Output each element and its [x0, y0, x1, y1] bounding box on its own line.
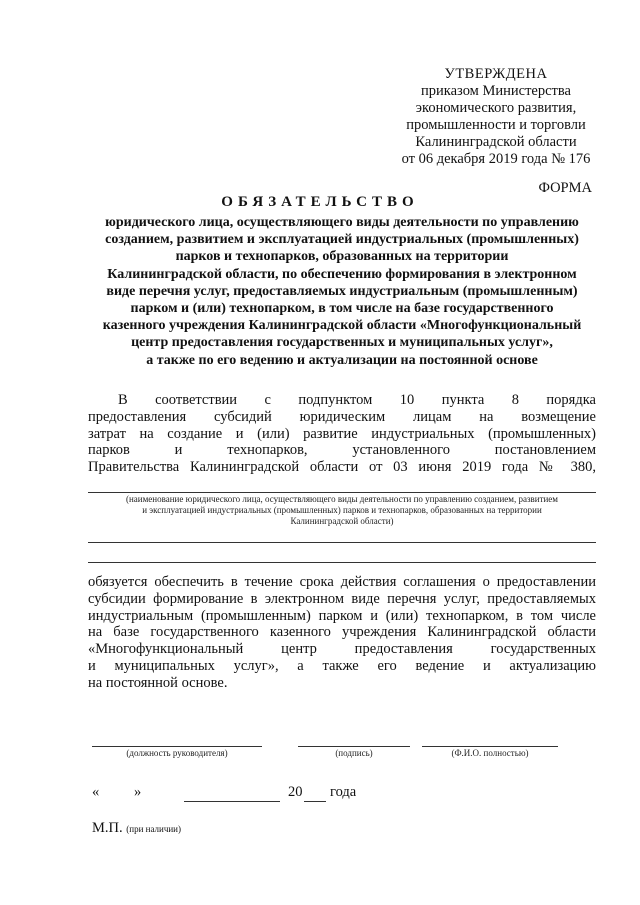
caption-line: и эксплуатацией индустриальных (промышленных) парков и технопарков, образованных на территории [142, 505, 542, 515]
blank-line [88, 562, 596, 563]
subtitle-line: парком и (или) технопарком, в том числе на базе государственного [130, 301, 554, 317]
date-open-quote: « [92, 784, 100, 800]
subtitle-line: созданием, развитием и эксплуатацией индустриальных (промышленных) [105, 232, 579, 248]
paragraph-line: и муниципальных услуг», а также его ведение и актуализацию [88, 657, 596, 674]
paragraph-line: на базе государственного казенного учреждения Калининградской области [88, 624, 596, 641]
stamp-place [92, 820, 181, 837]
caption-line: Калининградской области) [290, 516, 394, 526]
approval-line: приказом Министерства [421, 83, 571, 99]
paragraph-line: Правительства Калининградской области от 03 июня 2019 года № 380, [88, 459, 596, 476]
paragraph-line: предоставления субсидий юридическим лицам на возмещение [88, 408, 596, 425]
caption-line: (наименование юридического лица, осуществляющего виды деятельности по управлению созданием, развитием [125, 494, 559, 504]
subtitle-line: юридического лица, осуществляющего виды деятельности по управлению [105, 215, 579, 230]
year-suffix: года [330, 784, 357, 800]
full-name-caption: (Ф.И.О. полностью) [451, 748, 529, 758]
subtitle-line: виде перечня услуг, предоставляемых индустриальным (промышленным) [106, 283, 578, 299]
document-title: ОБЯЗАТЕЛЬСТВО [221, 194, 419, 210]
paragraph-obligation [88, 574, 596, 692]
approval-heading: УТВЕРЖДЕНА [444, 66, 548, 82]
form-label: ФОРМА [538, 180, 592, 196]
subtitle-line: центр предоставления государственных и муниципальных услуг», [131, 335, 553, 351]
document-subtitle [82, 214, 602, 369]
paragraph-line: «Многофункциональный центр предоставления государственных [88, 641, 596, 658]
approval-line: промышленности и торговли [406, 117, 586, 133]
paragraph-line: обязуется обеспечить в течение срока действия соглашения о предоставлении [88, 574, 596, 590]
full-name-line [422, 746, 558, 747]
stamp-label: М.П. [92, 820, 123, 836]
stamp-note: (при наличии) [126, 824, 181, 834]
signature-line [298, 746, 410, 747]
subtitle-line: Калининградской области, по обеспечению формирования в электронном [107, 266, 577, 282]
paragraph-line: В соответствии с подпунктом 10 пункта 8 порядка [118, 392, 596, 408]
position-caption: (должность руководителя) [126, 748, 228, 758]
paragraph-line: парков и технопарков, установленного постановлением [88, 442, 596, 459]
subtitle-line: казенного учреждения Калининградской области «Многофункциональный [102, 318, 582, 334]
approval-line: Калининградской области [415, 134, 577, 150]
blank-line [88, 542, 596, 543]
entity-name-line [88, 492, 596, 493]
year-line [304, 801, 326, 802]
signature-caption: (подпись) [335, 748, 373, 758]
subtitle-line: парков и технопарков, образованных на территории [175, 249, 509, 265]
paragraph-line: на постоянной основе. [88, 674, 228, 691]
paragraph-line: затрат на создание и (или) развитие индустриальных (промышленных) [88, 425, 596, 442]
approval-block [380, 66, 612, 168]
month-line [184, 801, 280, 802]
paragraph-line: индустриальным (промышленным) парком и (или) технопарком, в том числе [88, 607, 596, 624]
entity-name-caption [88, 494, 596, 527]
year-prefix: 20 [288, 784, 303, 800]
subtitle-line: а также по его ведению и актуализации на постоянной основе [146, 352, 538, 368]
paragraph-line: субсидии формирование в электронном виде перечня услуг, предоставляемых [88, 590, 596, 607]
approval-line: от 06 декабря 2019 года № 176 [401, 151, 591, 167]
approval-line: экономического развития, [415, 100, 577, 116]
paragraph-basis [88, 392, 596, 476]
date-close-quote: » [134, 784, 142, 800]
position-line [92, 746, 262, 747]
